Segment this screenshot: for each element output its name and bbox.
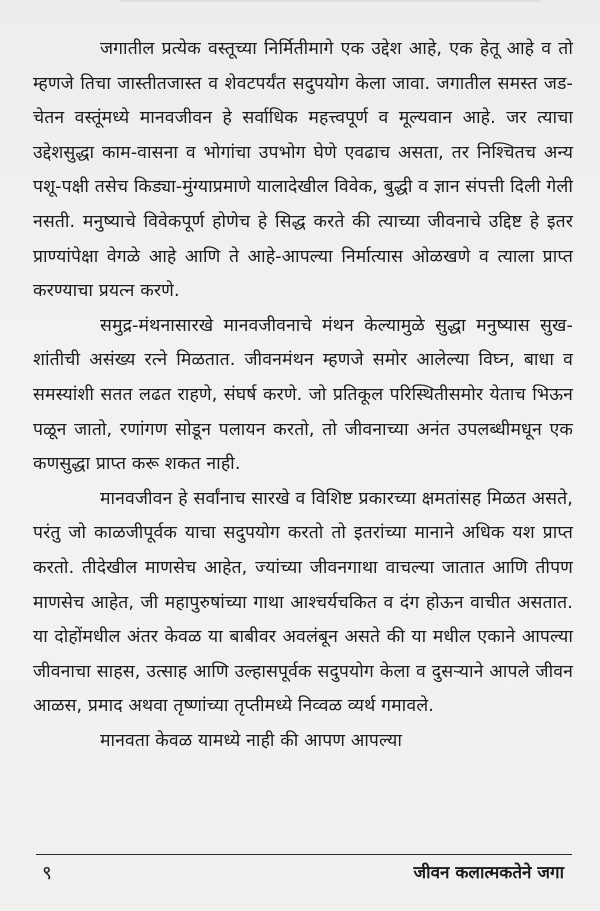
- paragraph-3: मानवजीवन हे सर्वांनाच सारखे व विशिष्ट प्रकारच्या क्षमतांसह मिळत असते, परंतु जो काळजीपूर्वक याचा सदुपयोग करतो तो इतरांच्या मानाने अधिक यश प्राप्त करतो. तीदेखील माणसेच आहेत, ज्यांच्या जीवनगाथा वाचल्या जातात आणि तीपण माणसेच आहेत, जी महापुरुषांच्या गाथा आश्चर्यचकित व दंग होऊन वाचीत असतात. या दोहोंमधील अंतर केवळ या बाबीवर अवलंबून असते की या मधील एकाने आपल्या जीवनाचा साहस, उत्साह आणि उल्हासपूर्वक सदुपयोग केला व दुसऱ्याने आपले जीवन आळस, प्रमाद अथवा तृष्णांच्या तृप्तीमध्ये निव्वळ व्यर्थ गमावले.: [33, 488, 573, 717]
- running-title: जीवन कलात्मकतेने जगा: [413, 863, 564, 883]
- body-text: [33, 32, 573, 758]
- page-number: ९: [42, 862, 52, 884]
- bleed-through-shadow: [120, 0, 540, 18]
- footer-divider: [36, 854, 572, 855]
- paragraph-2: समुद्र-मंथनासारखे मानवजीवनाचे मंथन केल्यामुळे सुद्धा मनुष्यास सुख-शांतीची असंख्य रत्ने मिळतात. जीवनमंथन म्हणजे समोर आलेल्या विघ्न, बाधा व समस्यांशी सतत लढत राहणे, संघर्ष करणे. जो प्रतिकूल परिस्थितीसमोर येताच भिऊन पळून जातो, रणांगण सोडून पलायन करतो, तो जीवनाच्या अनंत उपलब्धीमधून एक कणसुद्धा प्राप्त करू शकत नाही.: [33, 315, 573, 475]
- paragraph-1: जगातील प्रत्येक वस्तूच्या निर्मितीमागे एक उद्देश आहे, एक हेतू आहे व तो म्हणजे तिचा जास्तीतजास्त व शेवटपर्यंत सदुपयोग केला जावा. जगातील समस्त जड-चेतन वस्तूंमध्ये मानवजीवन हे सर्वाधिक महत्त्वपूर्ण व मूल्यवान आहे. जर त्याचा उद्देशसुद्धा काम-वासना व भोगांचा उपभोग घेणे एवढाच असता, तर निश्चितच अन्य पशू-पक्षी तसेच किड्या-मुंग्याप्रमाणे यालादेखील विवेक, बुद्धी व ज्ञान संपत्ती दिली गेली नसती. मनुष्याचे विवेकपूर्ण होणेच हे सिद्ध करते की त्याच्या जीवनाचे उद्दिष्ट हे इतर प्राण्यांपेक्षा वेगळे आहे आणि ते आहे-आपल्या निर्मात्यास ओळखणे व त्याला प्राप्त करण्याचा प्रयत्न करणे.: [33, 39, 573, 302]
- paragraph-4: मानवता केवळ यामध्ये नाही की आपण आपल्या: [100, 730, 402, 751]
